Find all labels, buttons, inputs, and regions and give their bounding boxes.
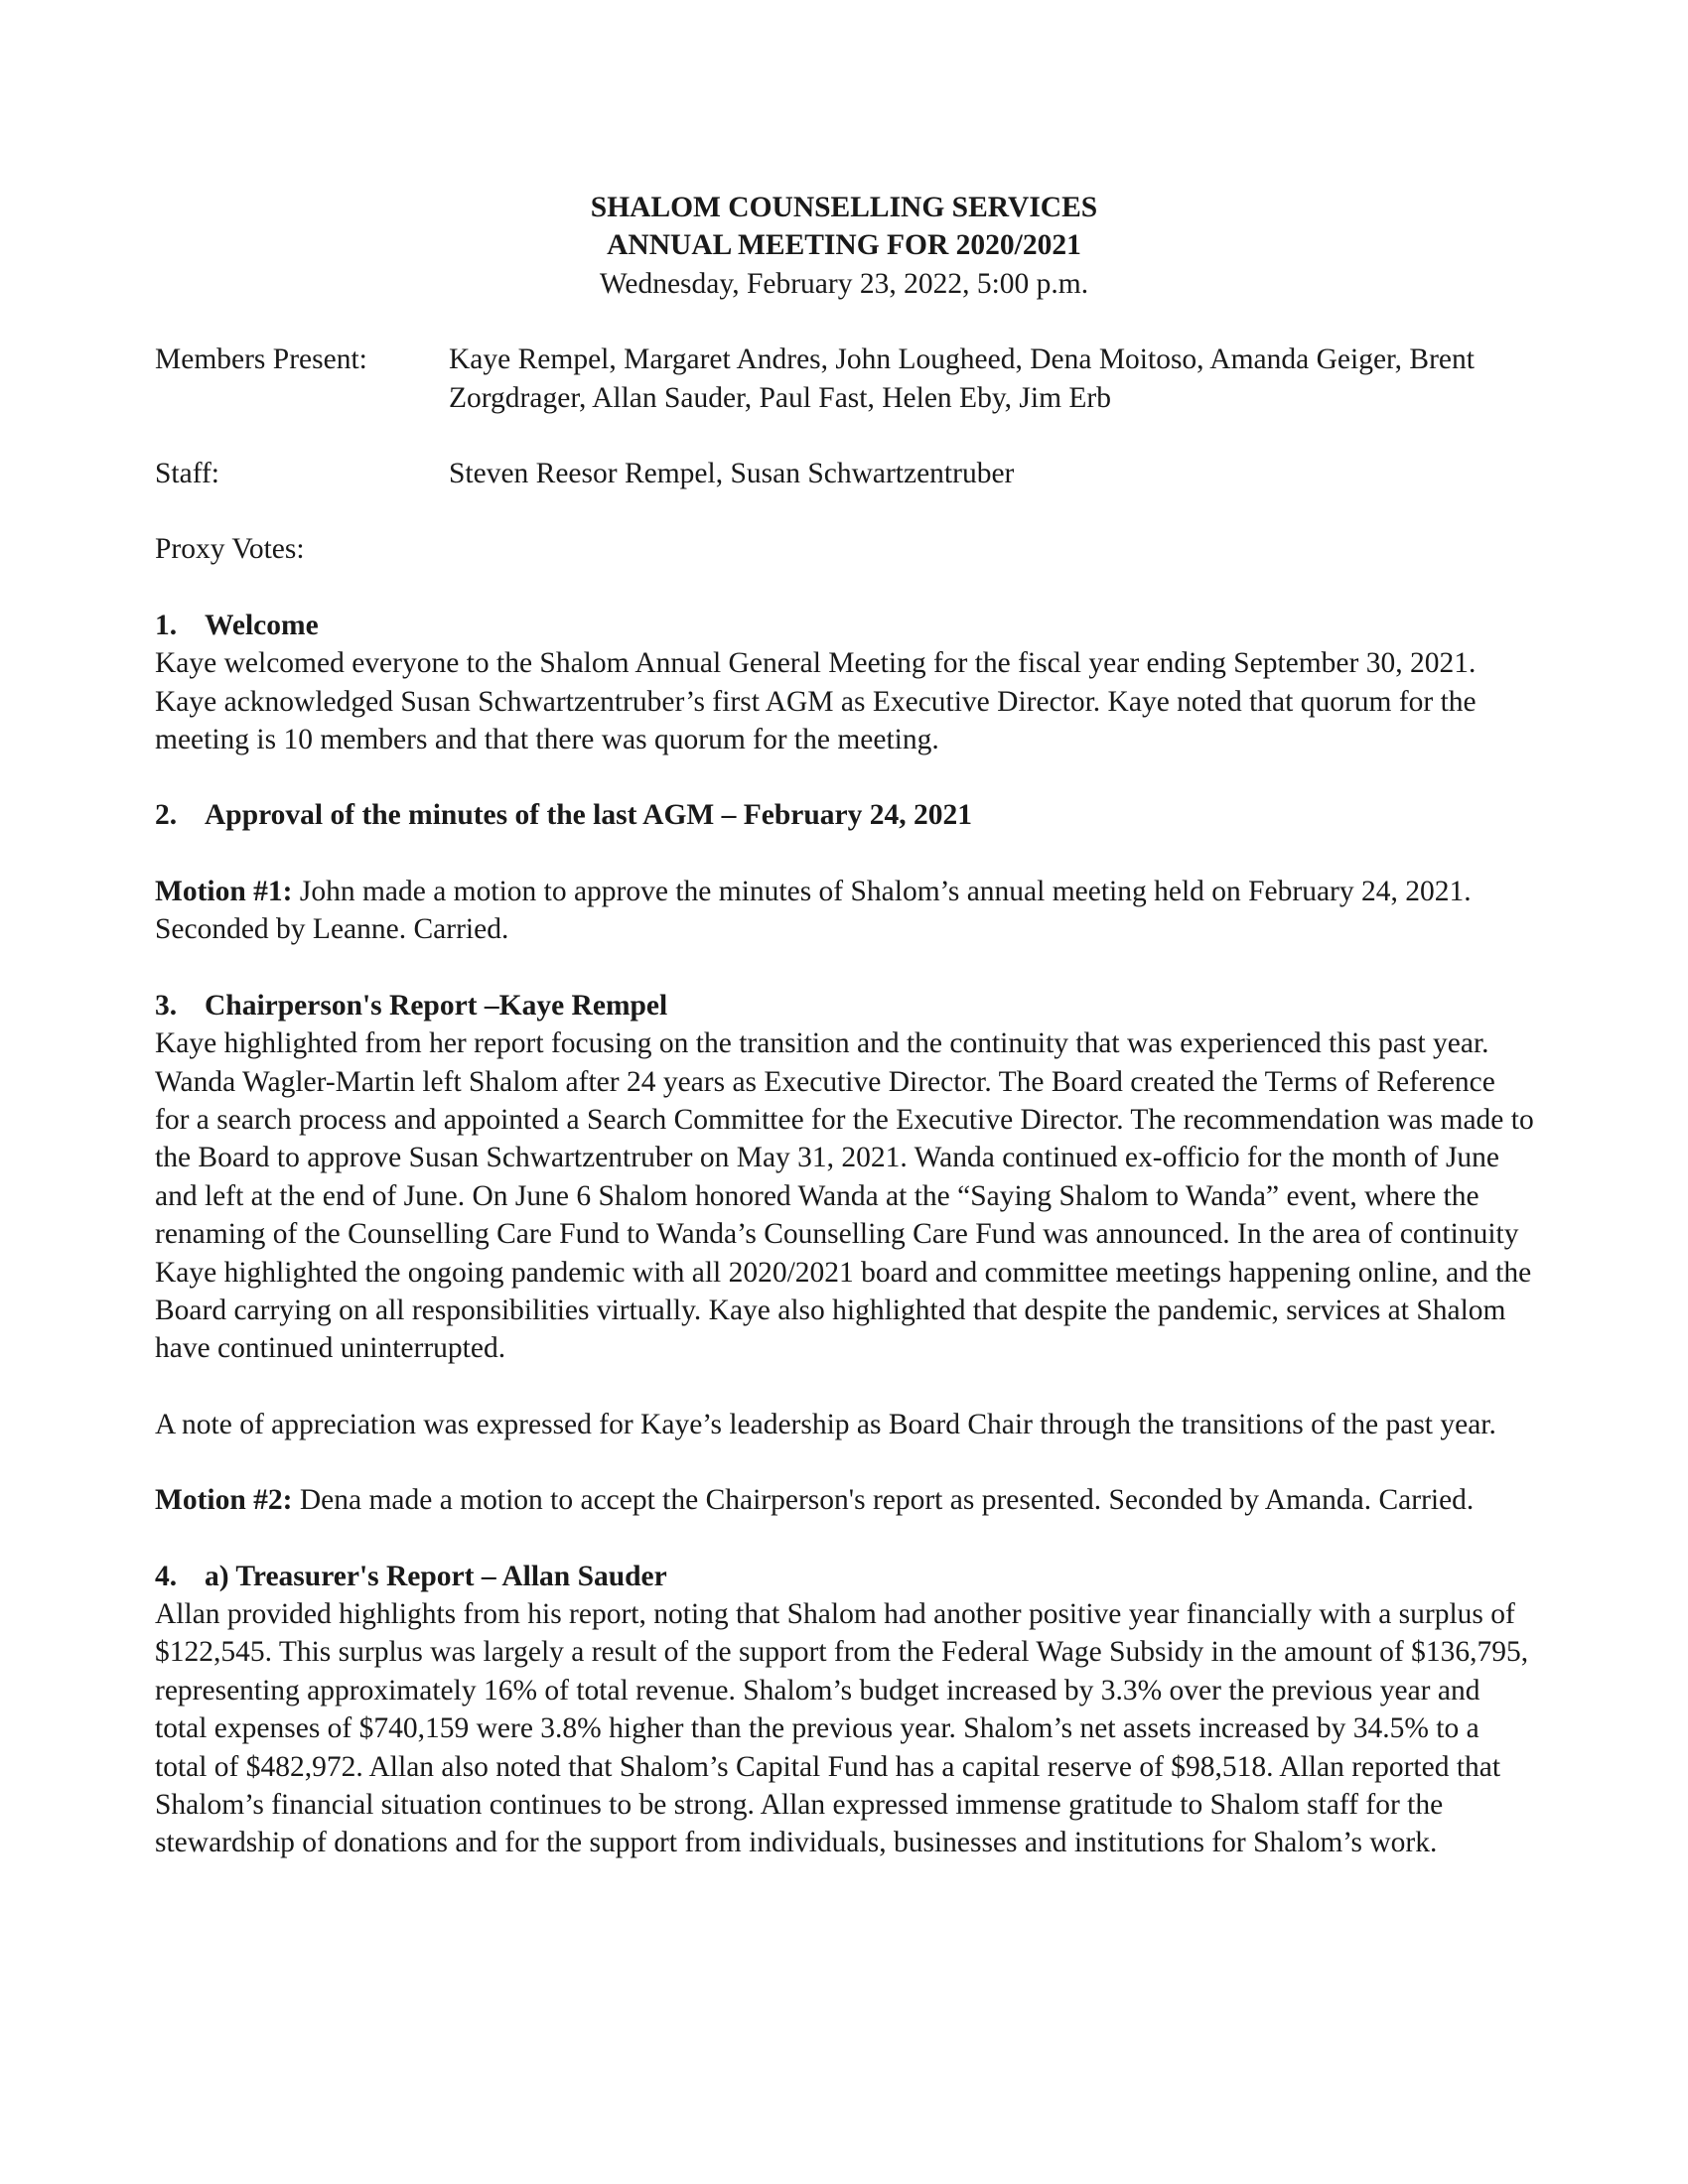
motion-label: Motion #2:: [155, 1484, 293, 1517]
staff-label: Staff:: [155, 458, 220, 490]
document-page: [155, 189, 1535, 1862]
section-title: a) Treasurer's Report – Allan Sauder: [205, 1560, 667, 1592]
org-title: SHALOM COUNSELLING SERVICES: [590, 192, 1098, 223]
motion-text: John made a motion to approve the minutes of Shalom’s annual meeting held on February 24, 2021. Seconded by Leanne. Carried.: [155, 875, 1472, 946]
section-number: 3.: [155, 989, 178, 1022]
members-list: Kaye Rempel, Margaret Andres, John Lougheed, Dena Moitoso, Amanda Geiger, Brent Zorgdrager, Allan Sauder, Paul Fast, Helen Eby, Jim Erb: [449, 343, 1475, 414]
section-number: 1.: [155, 609, 178, 641]
section-3-body: Kaye highlighted from her report focusing on the transition and the continuity that was experienced this past year. Wanda Wagler-Martin left Shalom after 24 years as Executive Director. The Board created the Terms of Reference for a search process and appointed a Search Committee for the Executive Director. The recommendation was made to the Board to approve Susan Schwartzentruber on May 31, 2021. Wanda continued ex-officio for the month of June and left at the end of June. On June 6 Shalom honored Wanda at the “Saying Shalom to Wanda” event, where the renaming of the Counselling Care Fund to Wanda’s Counselling Care Fund was announced. In the area of continuity Kaye highlighted the ongoing pandemic with all 2020/2021 board and committee meetings happening online, and the Board carrying on all responsibilities virtually. Kaye also highlighted that despite the pandemic, services at Shalom have continued uninterrupted.: [155, 1027, 1534, 1365]
members-label: Members Present:: [155, 343, 367, 376]
section-4-heading: [155, 1558, 1535, 1595]
meeting-date: Wednesday, February 23, 2022, 5:00 p.m.: [599, 267, 1089, 300]
appreciation-note: A note of appreciation was expressed for Kaye’s leadership as Board Chair through the transitions of the past year.: [155, 1408, 1496, 1440]
staff-list: Steven Reesor Rempel, Susan Schwartzentruber: [449, 458, 1015, 490]
section-title: Approval of the minutes of the last AGM – February 24, 2021: [205, 799, 972, 832]
document-header: [0, 189, 1688, 303]
proxy-votes-label: Proxy Votes:: [155, 533, 305, 566]
motion-text: Dena made a motion to accept the Chairperson's report as presented. Seconded by Amanda. Carried.: [292, 1484, 1475, 1517]
meeting-title: ANNUAL MEETING FOR 2020/2021: [607, 229, 1081, 262]
members-row: [155, 341, 1535, 417]
motion-1: [155, 873, 1535, 949]
section-1-body: Kaye welcomed everyone to the Shalom Annual General Meeting for the fiscal year ending September 30, 2021. Kaye acknowledged Susan Schwartzentruber’s first AGM as Executive Director. Kaye noted that quorum for the meeting is 10 members and that there was quorum for the meeting.: [155, 647, 1477, 756]
section-1-heading: [155, 607, 1535, 644]
staff-row: [155, 455, 1535, 492]
section-title: Chairperson's Report –Kaye Rempel: [205, 989, 668, 1022]
section-2-heading: [155, 796, 1535, 834]
motion-2: [155, 1481, 1535, 1519]
section-3-heading: [155, 987, 1535, 1024]
section-number: 2.: [155, 799, 178, 832]
section-number: 4.: [155, 1560, 178, 1592]
section-4-body: Allan provided highlights from his report, noting that Shalom had another positive year financially with a surplus of $122,545. This surplus was largely a result of the support from the Federal Wage Subsidy in the amount of $136,795, representing approximately 16% of total revenue. Shalom’s budget increased by 3.3% over the previous year and total expenses of $740,159 were 3.8% higher than the previous year. Shalom’s net assets increased by 34.5% to a total of $482,972. Allan also noted that Shalom’s Capital Fund has a capital reserve of $98,518. Allan reported that Shalom’s financial situation continues to be strong. Allan expressed immense gratitude to Shalom staff for the stewardship of donations and for the support from individuals, businesses and institutions for Shalom’s work.: [155, 1597, 1529, 1859]
motion-label: Motion #1:: [155, 875, 293, 907]
section-title: Welcome: [205, 609, 319, 641]
